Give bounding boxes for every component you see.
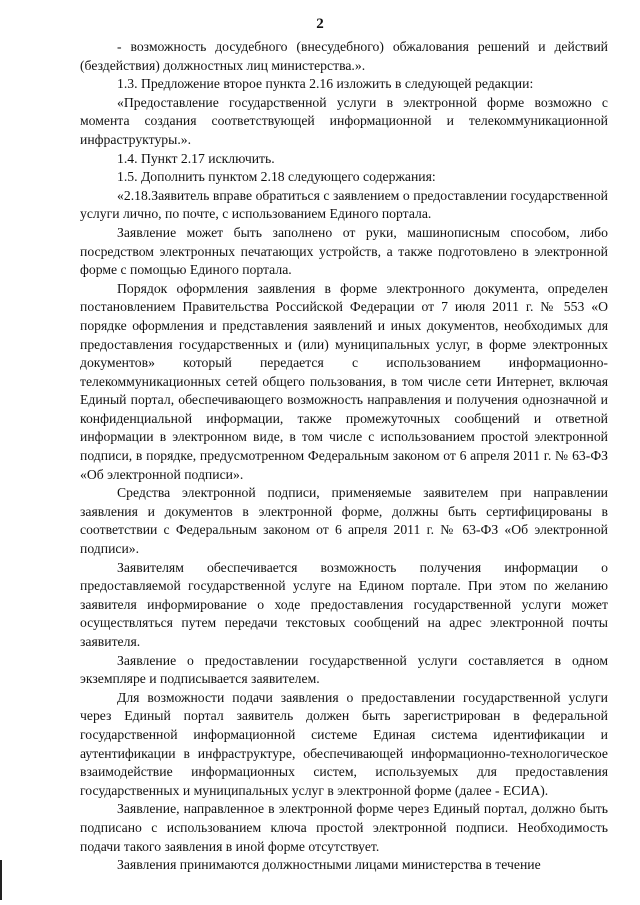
paragraph: 1.3. Предложение второе пункта 2.16 изложить в следующей редакции: — [117, 76, 534, 92]
page-number: 2 — [316, 16, 324, 32]
paragraph: «2.18.Заявитель вправе обратиться с заявлением о предоставлении государственной услуги лично, по почте, с использованием Единого портала. — [80, 187, 608, 222]
paragraph: - возможность досудебного (внесудебного) обжалования решений и действий (бездействия) должностных лиц министерства.». — [80, 39, 608, 73]
paragraph: Заявление может быть заполнено от руки, машинописным способом, либо посредством электронных печатающих устройств, а также подготовлено в электронной форме с помощью Единого портала. — [80, 224, 608, 278]
paragraph: Заявления принимаются должностными лицами министерства в течение — [117, 857, 541, 873]
paragraph: «Предоставление государственной услуги в электронной форме возможно с момента создания соответствующей информационной и телекоммуникационной инфраструктуры.». — [80, 94, 608, 147]
document-body — [80, 38, 608, 875]
paragraph: 1.5. Дополнить пунктом 2.18 следующего содержания: — [117, 169, 436, 185]
paragraph: Заявление, направленное в электронной форме через Единый портал, должно быть подписано с использованием ключа простой электронной подписи. Необходимость подачи такого заявления в иной форме отсутствует. — [80, 801, 608, 854]
paragraph: Для возможности подачи заявления о предоставлении государственной услуги через Единый портал заявитель должен быть зарегистрирован в федеральной государственной информационной системе Единая система идентификации и аутентификации в инфраструктуре, обеспечивающей информационно-технологическое взаимодействие информационных систем, используемых для предоставления государственных и муниципальных услуг в электронной форме (далее - ЕСИА). — [80, 689, 608, 798]
paragraph: Средства электронной подписи, применяемые заявителем при направлении заявления и документов в электронной форме, должны быть сертифицированы в соответствии с Федеральным законом от 6 апреля 2011 г. № 63-ФЗ «Об электронной подписи». — [80, 485, 608, 557]
paragraph: Порядок оформления заявления в форме электронного документа, определен постановлением Правительства Российской Федерации от 7 июля 2011 г. № 553 «О порядке оформления и представления заявлений и иных документов, необходимых для предоставления государственных и (или) муниципальных услуг, в форме электронных документов» который передается с использованием информационно-телекоммуникационных сетей общего пользования, в том числе сети Интернет, включая Единый портал, обеспечивающего возможность направления и получения однозначной и конфиденциальной информации, также промежуточных сообщений и ответной информации в электронном виде, в том числе с использованием простой электронной подписи, в порядке, предусмотренном Федеральным законом от 6 апреля 2011 г. № 63-ФЗ «Об электронной подписи». — [80, 280, 608, 482]
paragraph: 1.4. Пункт 2.17 исключить. — [117, 150, 275, 166]
paragraph: Заявление о предоставлении государственной услуги составляется в одном экземпляре и подписывается заявителем. — [80, 652, 608, 687]
paragraph: Заявителям обеспечивается возможность получения информации о предоставляемой государственной услуге на Едином портале. При этом по желанию заявителя информирование о ходе предоставления государственной услуги может осуществляться путем передачи текстовых сообщений на адрес электронной почты заявителя. — [80, 559, 608, 649]
scan-edge-mark — [0, 860, 2, 900]
